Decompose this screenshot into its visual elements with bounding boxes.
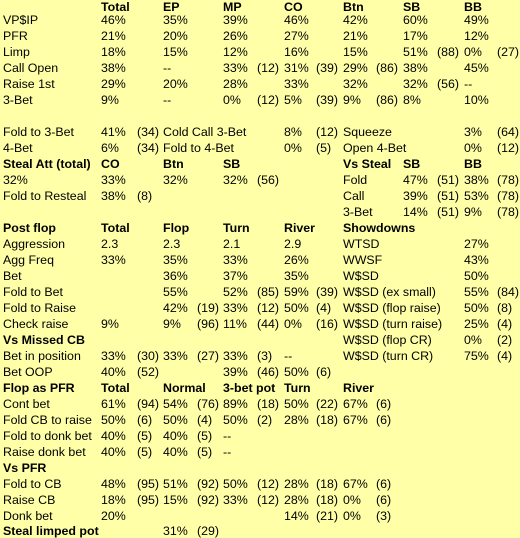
stat-cell: (39) [316,93,339,107]
section-header-cell: Btn [163,157,184,171]
section-header-cell: MP [223,0,242,14]
section-header-cell: SB [403,157,421,171]
stat-cell: 50% [284,365,309,379]
stat-cell: Donk bet [3,509,53,523]
stat-cell: (6) [376,493,392,507]
stat-cell: (92) [197,493,220,507]
stat-cell: 2.1 [223,237,241,251]
stat-cell: 28% [284,477,309,491]
stat-cell: 31% [284,61,309,75]
stat-cell: W$SD (turn raise) [343,317,443,331]
stat-cell: (18) [316,413,339,427]
stat-cell: Fold to Bet [3,285,63,299]
stat-cell: 8% [284,125,302,139]
stat-cell: PFR [3,29,28,43]
stat-cell: 21% [101,29,126,43]
stat-cell: (52) [137,365,160,379]
stat-cell: 21% [343,29,368,43]
stat-cell: Fold [343,173,368,187]
stat-cell: (5) [316,141,332,155]
stat-cell: 33% [223,493,248,507]
stat-cell: (51) [437,173,460,187]
stat-cell: 48% [101,477,126,491]
stat-cell: 37% [223,269,248,283]
stat-cell: -- [284,349,293,363]
stat-cell: 14% [403,205,428,219]
stat-cell: 29% [101,77,126,91]
stat-cell: 32% [163,173,188,187]
stat-cell: 50% [464,301,489,315]
stat-cell: (21) [316,509,339,523]
stat-cell: (34) [137,141,160,155]
stat-cell: (8) [497,301,513,315]
stat-cell: 41% [101,125,126,139]
stat-cell: 40% [101,429,126,443]
stat-cell: 29% [343,61,368,75]
stat-cell: (78) [497,173,520,187]
stat-cell: 11% [223,317,247,331]
stat-cell: 16% [284,45,309,59]
stat-cell: 33% [223,61,248,75]
stat-cell: 67% [343,413,368,427]
stat-cell: (88) [437,45,460,59]
stat-cell: 39% [223,13,248,27]
stat-cell: 38% [464,173,489,187]
stat-cell: VP$IP [3,13,39,27]
section-header-cell: Post flop [3,221,56,235]
stat-cell: (8) [137,189,153,203]
stat-cell: (6) [316,365,332,379]
stat-cell: 26% [284,253,309,267]
section-header-cell: Flop [163,221,190,235]
stat-cell: 28% [284,493,309,507]
stat-cell: 9% [101,317,119,331]
stat-cell: (78) [497,205,520,219]
stat-cell: (44) [257,317,280,331]
stat-cell: Agg Freq [3,253,54,267]
stat-cell: (86) [376,93,399,107]
stat-cell: Aggression [3,237,65,251]
stat-cell: 51% [403,45,428,59]
stat-cell: 40% [163,429,188,443]
stat-cell: 59% [284,285,309,299]
stat-cell: 3-Bet [3,93,33,107]
stat-cell: 50% [223,413,248,427]
stat-cell: 33% [223,301,248,315]
section-header-cell: SB [223,157,241,171]
stat-cell: (12) [316,125,339,139]
stat-cell: 0% [464,141,482,155]
stat-cell: W$SD (ex small) [343,285,436,299]
stat-cell: (4) [316,301,332,315]
section-header-cell: BB [464,0,482,14]
stat-cell: 32% [3,173,28,187]
stat-cell: Fold to Resteal [3,189,87,203]
stat-cell: 20% [101,509,126,523]
stat-cell: (56) [257,173,280,187]
stat-cell: 2.3 [163,237,181,251]
stat-cell: 20% [163,77,188,91]
stat-cell: 43% [464,253,489,267]
stat-cell: 50% [284,301,309,315]
stat-cell: -- [223,445,232,459]
stat-cell: (39) [316,61,339,75]
stat-cell: 54% [163,397,188,411]
stat-cell: 67% [343,477,368,491]
stat-cell: 40% [101,365,126,379]
section-header-cell: CO [101,157,120,171]
stat-cell: (30) [137,349,160,363]
stat-cell: (92) [197,477,220,491]
stat-cell: 3% [464,125,482,139]
stat-cell: (5) [197,429,213,443]
section-header-cell: River [343,381,374,395]
stat-cell: 18% [101,493,126,507]
stat-cell: Bet [3,269,22,283]
stat-cell: 9% [101,93,119,107]
stat-cell: 55% [464,285,489,299]
stat-cell: (64) [497,125,520,139]
stat-cell: (84) [497,285,520,299]
stat-cell: 42% [163,301,188,315]
stat-cell: (19) [197,301,220,315]
stat-cell: 50% [464,269,489,283]
stat-cell: 36% [163,269,188,283]
section-header-cell: CO [284,0,303,14]
stat-cell: Fold to Raise [3,301,77,315]
stat-cell: WTSD [343,237,380,251]
stat-cell: (4) [497,349,513,363]
stat-cell: 33% [284,77,309,91]
stat-cell: 52% [223,285,248,299]
section-header-cell: Steal Att (total) [3,157,91,171]
stat-cell: Check raise [3,317,69,331]
stat-cell: 27% [464,237,489,251]
stat-cell: 15% [343,45,368,59]
stat-cell: 51% [163,477,188,491]
stat-cell: 0% [464,333,482,347]
stat-cell: W$SD (turn CR) [343,349,434,363]
stat-cell: 50% [284,397,309,411]
stat-cell: (12) [257,477,280,491]
stat-cell: (27) [197,349,220,363]
stat-cell: (2) [497,333,513,347]
section-header-cell: Total [101,381,130,395]
stat-cell: W$SD [343,269,379,283]
section-header-cell: Steal limped pot [3,524,99,538]
stat-cell: Cold Call 3-Bet [163,125,247,139]
stat-cell: (94) [137,397,160,411]
stat-cell: 32% [403,77,428,91]
stat-cell: Raise CB [3,493,56,507]
section-header-cell: Turn [284,381,311,395]
stat-cell: 50% [163,413,188,427]
stat-cell: (6) [376,477,392,491]
stat-cell: 9% [163,317,181,331]
stat-cell: 47% [403,173,428,187]
stat-cell: 33% [163,349,188,363]
stat-cell: (12) [257,93,280,107]
section-header-cell: EP [163,0,180,14]
stat-cell: -- [464,77,473,91]
stat-cell: Bet in position [3,349,81,363]
stat-cell: 15% [163,45,188,59]
stat-cell: 12% [464,29,489,43]
stat-cell: 39% [223,365,248,379]
stat-cell: 17% [403,29,428,43]
stat-cell: (16) [316,317,339,331]
stat-cell: 12% [223,45,248,59]
stat-cell: -- [163,93,172,107]
stat-cell: 6% [101,141,119,155]
stat-cell: 2.3 [101,237,119,251]
stat-cell: 67% [343,397,368,411]
stat-cell: (95) [137,477,160,491]
stat-cell: 28% [223,77,248,91]
stat-cell: (4) [497,317,513,331]
stat-cell: (46) [257,365,280,379]
stat-cell: Call [343,189,365,203]
stat-cell: -- [163,61,172,75]
stat-cell: 55% [163,285,188,299]
stat-cell: 46% [284,13,309,27]
stat-cell: 50% [101,413,126,427]
section-header-cell: River [284,221,315,235]
stat-cell: (18) [257,397,280,411]
stat-cell: 4-Bet [3,141,33,155]
section-header-cell: 3-bet pot [223,381,276,395]
section-header-cell: Normal [163,381,206,395]
stat-cell: 5% [284,93,302,107]
section-header-cell: Turn [223,221,250,235]
stat-cell: -- [223,429,232,443]
stat-cell: 49% [464,13,489,27]
stat-cell: 3-Bet [343,205,373,219]
stat-cell: (5) [137,445,153,459]
stat-cell: 32% [223,173,248,187]
stat-cell: 33% [101,349,126,363]
stat-cell: Squeeze [343,125,392,139]
stat-cell: 33% [223,253,248,267]
stat-cell: Fold to 3-Bet [3,125,74,139]
stat-cell: (6) [376,413,392,427]
stat-cell: (5) [137,429,153,443]
stat-cell: (76) [197,397,220,411]
stat-cell: 20% [163,29,188,43]
stat-cell: (96) [197,317,220,331]
stat-cell: (12) [257,61,280,75]
stat-cell: (6) [137,413,153,427]
stat-cell: Fold to 4-Bet [163,141,234,155]
stat-cell: (18) [316,493,339,507]
stat-cell: (6) [376,397,392,411]
stat-cell: (34) [137,125,160,139]
stat-cell: 27% [284,29,309,43]
stat-cell: 40% [101,445,126,459]
stat-cell: (78) [497,189,520,203]
stat-cell: Fold CB to raise [3,413,92,427]
stat-cell: (12) [497,141,520,155]
stat-cell: 35% [163,253,188,267]
stat-cell: 10% [464,93,489,107]
stat-cell: 32% [343,77,368,91]
section-header-cell: Total [101,0,130,14]
stat-cell: Call Open [3,61,59,75]
stat-cell: (95) [137,493,160,507]
stat-cell: 61% [101,397,126,411]
stat-cell: 31% [163,524,188,538]
stat-cell: 39% [403,189,428,203]
stat-cell: 40% [163,445,188,459]
stat-cell: 0% [284,141,302,155]
stat-cell: 9% [464,205,482,219]
stat-cell: (27) [497,45,520,59]
stat-cell: (3) [376,509,392,523]
stat-cell: (5) [197,445,213,459]
stat-cell: 15% [163,493,188,507]
stat-cell: (29) [197,524,220,538]
stat-cell: (22) [316,397,339,411]
stat-cell: 35% [284,269,309,283]
section-header-cell: Btn [343,0,364,14]
stat-cell: (3) [257,349,273,363]
section-header-cell: Flop as PFR [3,381,75,395]
stat-cell: 38% [101,61,126,75]
stat-cell: 0% [223,93,241,107]
stat-cell: 45% [464,61,489,75]
section-header-cell: SB [403,0,421,14]
stat-cell: Bet OOP [3,365,53,379]
stat-cell: Open 4-Bet [343,141,407,155]
section-header-cell: Vs Missed CB [3,333,85,347]
stat-cell: 9% [343,93,361,107]
stat-cell: 25% [464,317,489,331]
section-header-cell: Total [101,221,130,235]
stat-cell: 50% [223,477,248,491]
stat-cell: 14% [284,509,309,523]
stat-cell: (51) [437,205,460,219]
stat-cell: Raise 1st [3,77,55,91]
stat-cell: Raise donk bet [3,445,86,459]
stat-cell: 18% [101,45,126,59]
section-header-cell: Vs Steal [343,157,392,171]
stat-cell: (85) [257,285,280,299]
stat-cell: 33% [101,253,126,267]
stat-cell: 38% [403,61,428,75]
stat-cell: 42% [343,13,368,27]
stat-cell: 60% [403,13,428,27]
stat-cell: W$SD (flop CR) [343,333,432,347]
stat-cell: 33% [101,173,126,187]
stat-cell: 35% [163,13,188,27]
stat-cell: 75% [464,349,489,363]
stat-cell: (12) [257,301,280,315]
stat-cell: 26% [223,29,248,43]
stat-cell: Fold to CB [3,477,62,491]
stat-cell: 38% [101,189,126,203]
section-header-cell: Showdowns [343,221,416,235]
stat-cell: 33% [223,349,248,363]
stat-cell: Fold to donk bet [3,429,92,443]
stat-cell: (12) [257,493,280,507]
stat-cell: 0% [343,509,361,523]
stat-cell: Limp [3,45,30,59]
stat-cell: 8% [403,93,421,107]
stat-cell: 53% [464,189,489,203]
section-header-cell: BB [464,157,482,171]
stat-cell: W$SD (flop raise) [343,301,441,315]
stat-cell: WWSF [343,253,383,267]
stat-cell: (18) [316,477,339,491]
stat-cell: (56) [437,77,460,91]
section-header-cell: Vs PFR [3,461,47,475]
stat-cell: 89% [223,397,248,411]
stat-cell: (51) [437,189,460,203]
stat-cell: 0% [464,45,482,59]
stat-cell: (39) [316,285,339,299]
stat-cell: (86) [376,61,399,75]
stat-cell: 28% [284,413,309,427]
stat-cell: 46% [101,13,126,27]
stat-cell: (4) [197,413,213,427]
stat-cell: (2) [257,413,273,427]
stat-cell: 2.9 [284,237,302,251]
stat-cell: Cont bet [3,397,50,411]
stat-cell: 0% [343,493,361,507]
stat-cell: 0% [284,317,302,331]
